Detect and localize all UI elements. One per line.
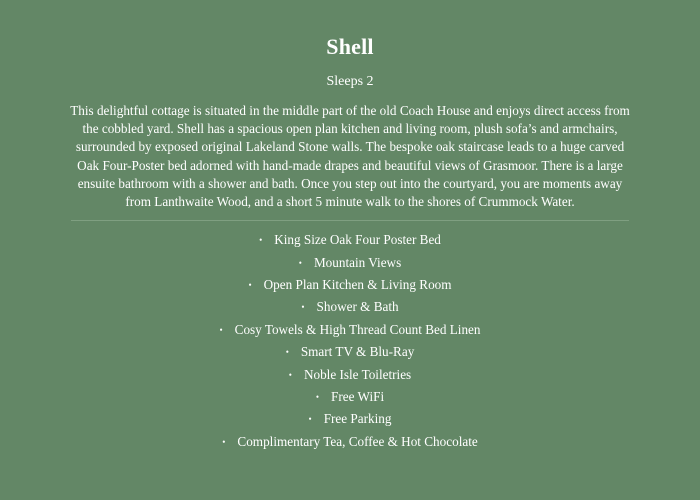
feature-label: Mountain Views xyxy=(313,254,402,270)
feature-item xyxy=(0,296,700,318)
feature-label: Cosy Towels & High Thread Count Bed Linen xyxy=(234,321,481,337)
feature-item xyxy=(0,341,700,363)
sleeps-capacity: Sleeps 2 xyxy=(326,74,374,89)
feature-item xyxy=(0,319,700,341)
feature-label: Open Plan Kitchen & Living Room xyxy=(263,277,452,292)
bullet-icon: • xyxy=(222,436,226,447)
bullet-icon: • xyxy=(248,280,252,290)
bullet-icon: • xyxy=(298,257,302,268)
feature-item xyxy=(0,408,700,430)
feature-item xyxy=(0,252,700,274)
feature-label: Noble Isle Toiletries xyxy=(303,366,412,382)
bullet-icon: • xyxy=(259,235,263,246)
features-list xyxy=(0,229,700,453)
bullet-icon: • xyxy=(308,414,312,425)
feature-label: Free Parking xyxy=(323,411,392,427)
feature-item xyxy=(0,229,700,251)
bullet-icon: • xyxy=(285,347,289,358)
feature-label: Smart TV & Blu-Ray xyxy=(300,344,415,360)
property-title: Shell xyxy=(326,34,374,59)
feature-label: Shower & Bath xyxy=(316,299,399,315)
feature-label: King Size Oak Four Poster Bed xyxy=(274,232,441,248)
section-divider xyxy=(71,220,629,221)
feature-item xyxy=(0,386,700,408)
feature-item xyxy=(0,364,700,386)
bullet-icon: • xyxy=(315,391,320,402)
feature-item xyxy=(0,431,700,453)
feature-label: Complimentary Tea, Coffee & Hot Chocolate xyxy=(237,433,478,449)
bullet-icon: • xyxy=(219,324,223,335)
feature-item xyxy=(0,274,700,296)
bullet-icon: • xyxy=(301,302,305,313)
feature-label: Free WiFi xyxy=(331,388,385,404)
property-description: This delightful cottage is situated in the middle part of the old Coach House and enjoys direct access from the cobbled yard. Shell has a spacious open plan kitchen and living room, plush sofa’s and armchairs, surrounded by exposed original Lakeland Stone walls. The bespoke oak staircase leads to a huge carved Oak Four-Poster bed adorned with hand-made drapes and beautiful views of Grasmoor. There is a large ensuite bathroom with a shower and bath. Once you step out into the courtyard, you are moments away from Lanthwaite Wood, and a short 5 minute walk to the shores of Crummock Water. xyxy=(70,103,630,210)
bullet-icon: • xyxy=(288,369,292,380)
